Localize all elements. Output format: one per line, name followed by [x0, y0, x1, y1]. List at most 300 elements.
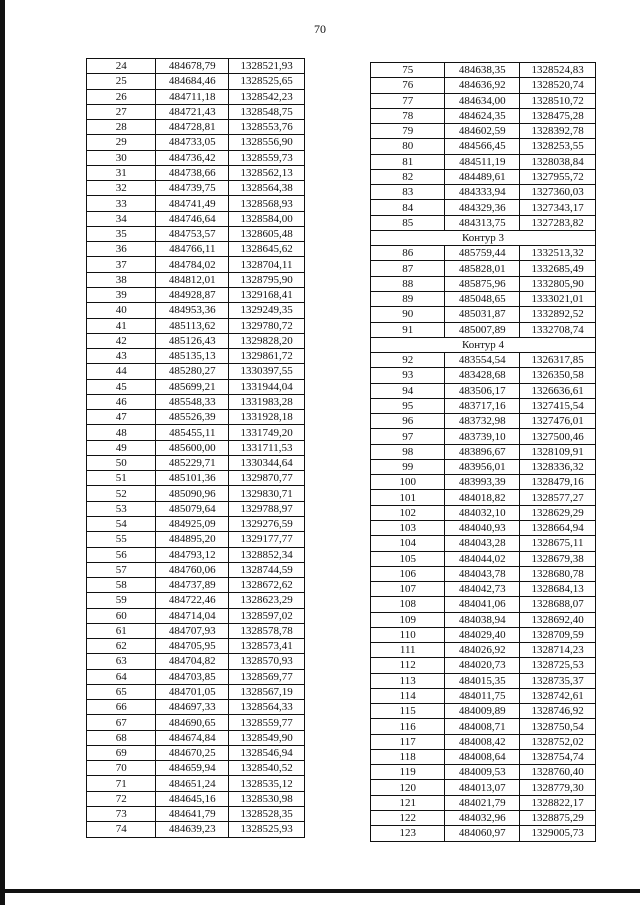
- coord-y: 1328520,74: [520, 78, 596, 93]
- coord-y: 1331944,04: [229, 379, 305, 394]
- coord-x: 484746,64: [156, 211, 229, 226]
- coord-x: 484638,35: [445, 63, 520, 78]
- coord-x: 484032,10: [445, 505, 520, 520]
- coord-x: 485126,43: [156, 333, 229, 348]
- coord-x: 484566,45: [445, 139, 520, 154]
- coord-y: 1330397,55: [229, 364, 305, 379]
- point-number: 84: [371, 200, 445, 215]
- point-number: 112: [371, 658, 445, 673]
- point-number: 83: [371, 185, 445, 200]
- table-row: [87, 74, 305, 89]
- coord-y: 1332892,52: [520, 307, 596, 322]
- table-row: [87, 242, 305, 257]
- coordinates-table-right: [370, 62, 596, 842]
- coord-y: 1328525,93: [229, 822, 305, 837]
- coord-x: 485079,64: [156, 501, 229, 516]
- point-number: 28: [87, 120, 156, 135]
- point-number: 115: [371, 704, 445, 719]
- coord-x: 483739,10: [445, 429, 520, 444]
- coord-y: 1328692,40: [520, 612, 596, 627]
- table-row: [371, 108, 596, 123]
- coord-x: 483506,17: [445, 383, 520, 398]
- point-number: 35: [87, 226, 156, 241]
- table-row: [87, 639, 305, 654]
- table-row: [371, 811, 596, 826]
- coord-y: 1328680,78: [520, 566, 596, 581]
- coord-x: 484008,71: [445, 719, 520, 734]
- table-row: [371, 322, 596, 337]
- coord-y: 1328528,35: [229, 807, 305, 822]
- coord-y: 1328688,07: [520, 597, 596, 612]
- point-number: 49: [87, 440, 156, 455]
- coord-x: 483732,98: [445, 414, 520, 429]
- coord-x: 485280,27: [156, 364, 229, 379]
- page-number: 70: [314, 22, 326, 36]
- coord-x: 484728,81: [156, 120, 229, 135]
- point-number: 78: [371, 108, 445, 123]
- point-number: 109: [371, 612, 445, 627]
- point-number: 121: [371, 795, 445, 810]
- coord-x: 485828,01: [445, 261, 520, 276]
- coord-x: 483717,16: [445, 398, 520, 413]
- point-number: 62: [87, 639, 156, 654]
- coord-y: 1328567,19: [229, 684, 305, 699]
- coord-y: 1328578,78: [229, 623, 305, 638]
- coord-x: 484624,35: [445, 108, 520, 123]
- coord-x: 484704,82: [156, 654, 229, 669]
- point-number: 46: [87, 394, 156, 409]
- table-row: [371, 276, 596, 291]
- table-row: [371, 139, 596, 154]
- coord-x: 485101,36: [156, 471, 229, 486]
- table-row: [87, 196, 305, 211]
- table-row: [371, 353, 596, 368]
- point-number: 86: [371, 246, 445, 261]
- coord-x: 484634,00: [445, 93, 520, 108]
- coord-y: 1331749,20: [229, 425, 305, 440]
- coord-x: 484670,25: [156, 745, 229, 760]
- coord-y: 1328253,55: [520, 139, 596, 154]
- point-number: 92: [371, 353, 445, 368]
- table-row: [87, 394, 305, 409]
- point-number: 36: [87, 242, 156, 257]
- table-row: [87, 364, 305, 379]
- point-number: 111: [371, 643, 445, 658]
- coord-x: 484739,75: [156, 181, 229, 196]
- table-row: [87, 608, 305, 623]
- point-number: 71: [87, 776, 156, 791]
- point-number: 85: [371, 215, 445, 230]
- coord-x: 484641,79: [156, 807, 229, 822]
- coord-x: 484636,92: [445, 78, 520, 93]
- contour-header-row: [371, 337, 596, 352]
- coord-x: 484043,78: [445, 566, 520, 581]
- coord-y: 1329861,72: [229, 349, 305, 364]
- point-number: 69: [87, 745, 156, 760]
- table-row: [371, 444, 596, 459]
- coord-x: 484639,23: [156, 822, 229, 837]
- coord-y: 1330344,64: [229, 455, 305, 470]
- table-row: [371, 673, 596, 688]
- coord-y: 1328760,40: [520, 765, 596, 780]
- point-number: 51: [87, 471, 156, 486]
- coord-y: 1328038,84: [520, 154, 596, 169]
- coord-y: 1327360,03: [520, 185, 596, 200]
- point-number: 102: [371, 505, 445, 520]
- coord-x: 484697,33: [156, 700, 229, 715]
- table-row: [371, 475, 596, 490]
- table-row: [87, 287, 305, 302]
- point-number: 108: [371, 597, 445, 612]
- table-row: [87, 120, 305, 135]
- point-number: 63: [87, 654, 156, 669]
- table-row: [87, 150, 305, 165]
- point-number: 93: [371, 368, 445, 383]
- point-number: 67: [87, 715, 156, 730]
- coord-y: 1328742,61: [520, 688, 596, 703]
- table-row: [371, 749, 596, 764]
- table-row: [87, 761, 305, 776]
- point-number: 104: [371, 536, 445, 551]
- point-number: 73: [87, 807, 156, 822]
- point-number: 96: [371, 414, 445, 429]
- coord-y: 1328795,90: [229, 272, 305, 287]
- point-number: 87: [371, 261, 445, 276]
- coord-y: 1331928,18: [229, 410, 305, 425]
- point-number: 41: [87, 318, 156, 333]
- contour-header: Контур 4: [371, 337, 596, 352]
- point-number: 119: [371, 765, 445, 780]
- coord-y: 1328548,75: [229, 104, 305, 119]
- table-row: [87, 89, 305, 104]
- point-number: 90: [371, 307, 445, 322]
- coord-y: 1328336,32: [520, 459, 596, 474]
- table-row: [371, 261, 596, 276]
- coord-x: 485455,11: [156, 425, 229, 440]
- coord-x: 484733,05: [156, 135, 229, 150]
- coord-y: 1328524,83: [520, 63, 596, 78]
- coord-x: 484651,24: [156, 776, 229, 791]
- point-number: 116: [371, 719, 445, 734]
- coord-y: 1327415,54: [520, 398, 596, 413]
- point-number: 89: [371, 291, 445, 306]
- table-row: [371, 612, 596, 627]
- coord-y: 1333021,01: [520, 291, 596, 306]
- coord-y: 1328559,77: [229, 715, 305, 730]
- coord-x: 483428,68: [445, 368, 520, 383]
- coord-x: 483993,39: [445, 475, 520, 490]
- coord-y: 1328672,62: [229, 578, 305, 593]
- coord-y: 1328549,90: [229, 730, 305, 745]
- table-body-left: [87, 59, 305, 838]
- coord-x: 484678,79: [156, 59, 229, 74]
- contour-header-row: [371, 230, 596, 245]
- coord-y: 1328542,23: [229, 89, 305, 104]
- coord-x: 485759,44: [445, 246, 520, 261]
- coord-y: 1329276,59: [229, 516, 305, 531]
- coord-y: 1328109,91: [520, 444, 596, 459]
- point-number: 57: [87, 562, 156, 577]
- coord-y: 1328510,72: [520, 93, 596, 108]
- point-number: 26: [87, 89, 156, 104]
- coord-x: 484041,06: [445, 597, 520, 612]
- coord-x: 484489,61: [445, 169, 520, 184]
- coord-x: 485875,96: [445, 276, 520, 291]
- coord-x: 484044,02: [445, 551, 520, 566]
- coord-x: 484707,93: [156, 623, 229, 638]
- coord-x: 484928,87: [156, 287, 229, 302]
- coord-x: 484721,43: [156, 104, 229, 119]
- point-number: 30: [87, 150, 156, 165]
- table-row: [87, 516, 305, 531]
- coord-y: 1329249,35: [229, 303, 305, 318]
- coord-x: 484690,65: [156, 715, 229, 730]
- point-number: 66: [87, 700, 156, 715]
- table-row: [87, 532, 305, 547]
- coord-y: 1327476,01: [520, 414, 596, 429]
- point-number: 45: [87, 379, 156, 394]
- point-number: 32: [87, 181, 156, 196]
- table-row: [371, 505, 596, 520]
- table-row: [87, 410, 305, 425]
- coord-x: 484043,28: [445, 536, 520, 551]
- scan-edge-left: [0, 0, 5, 905]
- point-number: 76: [371, 78, 445, 93]
- coord-x: 484602,59: [445, 124, 520, 139]
- coord-x: 485007,89: [445, 322, 520, 337]
- coord-x: 485090,96: [156, 486, 229, 501]
- table-row: [87, 715, 305, 730]
- point-number: 70: [87, 761, 156, 776]
- coord-y: 1328752,02: [520, 734, 596, 749]
- coord-x: 483896,67: [445, 444, 520, 459]
- point-number: 24: [87, 59, 156, 74]
- table-row: [371, 154, 596, 169]
- coord-x: 484511,19: [445, 154, 520, 169]
- coord-x: 484020,73: [445, 658, 520, 673]
- point-number: 47: [87, 410, 156, 425]
- table-row: [371, 795, 596, 810]
- table-row: [371, 780, 596, 795]
- coord-x: 484032,96: [445, 811, 520, 826]
- coord-y: 1328564,33: [229, 700, 305, 715]
- coord-x: 484060,97: [445, 826, 520, 841]
- table-row: [371, 246, 596, 261]
- coord-y: 1328570,93: [229, 654, 305, 669]
- table-row: [87, 104, 305, 119]
- point-number: 56: [87, 547, 156, 562]
- table-row: [87, 593, 305, 608]
- coord-y: 1328664,94: [520, 520, 596, 535]
- coord-y: 1328735,37: [520, 673, 596, 688]
- coord-y: 1328746,92: [520, 704, 596, 719]
- coord-y: 1328569,77: [229, 669, 305, 684]
- coord-x: 484703,85: [156, 669, 229, 684]
- coord-y: 1326350,58: [520, 368, 596, 383]
- coord-x: 484895,20: [156, 532, 229, 547]
- coord-y: 1328675,11: [520, 536, 596, 551]
- table-row: [87, 654, 305, 669]
- coordinates-table-left: [86, 58, 305, 838]
- table-row: [371, 627, 596, 642]
- coord-x: 483554,54: [445, 353, 520, 368]
- point-number: 40: [87, 303, 156, 318]
- coord-y: 1328540,52: [229, 761, 305, 776]
- point-number: 42: [87, 333, 156, 348]
- coord-y: 1328546,94: [229, 745, 305, 760]
- coord-x: 484009,53: [445, 765, 520, 780]
- coord-x: 485048,65: [445, 291, 520, 306]
- coord-x: 484701,05: [156, 684, 229, 699]
- table-row: [371, 459, 596, 474]
- coord-x: 484684,46: [156, 74, 229, 89]
- coord-x: 484812,01: [156, 272, 229, 287]
- table-row: [87, 501, 305, 516]
- table-row: [371, 93, 596, 108]
- table-row: [371, 520, 596, 535]
- coord-x: 485699,21: [156, 379, 229, 394]
- point-number: 44: [87, 364, 156, 379]
- table-row: [371, 719, 596, 734]
- point-number: 103: [371, 520, 445, 535]
- coord-x: 484737,89: [156, 578, 229, 593]
- table-row: [371, 200, 596, 215]
- coord-y: 1329005,73: [520, 826, 596, 841]
- point-number: 99: [371, 459, 445, 474]
- table-row: [371, 658, 596, 673]
- coord-y: 1327500,46: [520, 429, 596, 444]
- point-number: 75: [371, 63, 445, 78]
- point-number: 72: [87, 791, 156, 806]
- table-row: [87, 807, 305, 822]
- point-number: 65: [87, 684, 156, 699]
- table-row: [371, 582, 596, 597]
- coord-x: 485526,39: [156, 410, 229, 425]
- table-row: [371, 734, 596, 749]
- coord-y: 1328875,29: [520, 811, 596, 826]
- coord-y: 1328744,59: [229, 562, 305, 577]
- point-number: 97: [371, 429, 445, 444]
- coord-y: 1332685,49: [520, 261, 596, 276]
- table-row: [87, 333, 305, 348]
- coord-y: 1328584,00: [229, 211, 305, 226]
- coord-x: 484011,75: [445, 688, 520, 703]
- coord-y: 1328645,62: [229, 242, 305, 257]
- point-number: 39: [87, 287, 156, 302]
- table-row: [87, 226, 305, 241]
- table-row: [87, 59, 305, 74]
- table-row: [87, 578, 305, 593]
- coord-x: 484741,49: [156, 196, 229, 211]
- coord-x: 484042,73: [445, 582, 520, 597]
- coord-y: 1327283,82: [520, 215, 596, 230]
- coord-x: 485031,87: [445, 307, 520, 322]
- point-number: 31: [87, 165, 156, 180]
- point-number: 77: [371, 93, 445, 108]
- point-number: 81: [371, 154, 445, 169]
- coord-y: 1332805,90: [520, 276, 596, 291]
- coord-y: 1328392,78: [520, 124, 596, 139]
- point-number: 43: [87, 349, 156, 364]
- coord-x: 484953,36: [156, 303, 229, 318]
- coord-x: 484329,36: [445, 200, 520, 215]
- point-number: 114: [371, 688, 445, 703]
- table-row: [87, 669, 305, 684]
- point-number: 80: [371, 139, 445, 154]
- coord-y: 1328623,29: [229, 593, 305, 608]
- coord-y: 1327955,72: [520, 169, 596, 184]
- point-number: 60: [87, 608, 156, 623]
- coord-y: 1331983,28: [229, 394, 305, 409]
- coord-x: 484766,11: [156, 242, 229, 257]
- table-row: [371, 78, 596, 93]
- table-row: [371, 826, 596, 841]
- table-row: [87, 181, 305, 196]
- coord-x: 483956,01: [445, 459, 520, 474]
- point-number: 118: [371, 749, 445, 764]
- table-row: [371, 368, 596, 383]
- coord-x: 484008,42: [445, 734, 520, 749]
- point-number: 91: [371, 322, 445, 337]
- point-number: 122: [371, 811, 445, 826]
- point-number: 82: [371, 169, 445, 184]
- coord-y: 1331711,53: [229, 440, 305, 455]
- point-number: 27: [87, 104, 156, 119]
- point-number: 94: [371, 383, 445, 398]
- table-row: [371, 490, 596, 505]
- coord-y: 1328562,13: [229, 165, 305, 180]
- table-row: [87, 257, 305, 272]
- table-row: [87, 135, 305, 150]
- point-number: 50: [87, 455, 156, 470]
- point-number: 68: [87, 730, 156, 745]
- coord-x: 484021,79: [445, 795, 520, 810]
- table-row: [371, 307, 596, 322]
- point-number: 38: [87, 272, 156, 287]
- table-row: [87, 547, 305, 562]
- point-number: 88: [371, 276, 445, 291]
- point-number: 101: [371, 490, 445, 505]
- point-number: 123: [371, 826, 445, 841]
- coord-x: 485600,00: [156, 440, 229, 455]
- coord-x: 484008,64: [445, 749, 520, 764]
- table-row: [87, 791, 305, 806]
- point-number: 98: [371, 444, 445, 459]
- coord-x: 484029,40: [445, 627, 520, 642]
- table-row: [371, 566, 596, 581]
- coord-x: 484714,04: [156, 608, 229, 623]
- coord-x: 484645,16: [156, 791, 229, 806]
- coord-y: 1328709,59: [520, 627, 596, 642]
- coord-y: 1329780,72: [229, 318, 305, 333]
- coord-y: 1326317,85: [520, 353, 596, 368]
- table-row: [371, 124, 596, 139]
- table-row: [87, 486, 305, 501]
- coord-x: 484038,94: [445, 612, 520, 627]
- point-number: 79: [371, 124, 445, 139]
- coord-x: 484313,75: [445, 215, 520, 230]
- coord-y: 1328577,27: [520, 490, 596, 505]
- table-row: [87, 730, 305, 745]
- point-number: 58: [87, 578, 156, 593]
- coord-x: 484040,93: [445, 520, 520, 535]
- coord-y: 1328629,29: [520, 505, 596, 520]
- table-row: [371, 291, 596, 306]
- point-number: 74: [87, 822, 156, 837]
- coord-y: 1329168,41: [229, 287, 305, 302]
- coord-y: 1328559,73: [229, 150, 305, 165]
- coord-y: 1329177,77: [229, 532, 305, 547]
